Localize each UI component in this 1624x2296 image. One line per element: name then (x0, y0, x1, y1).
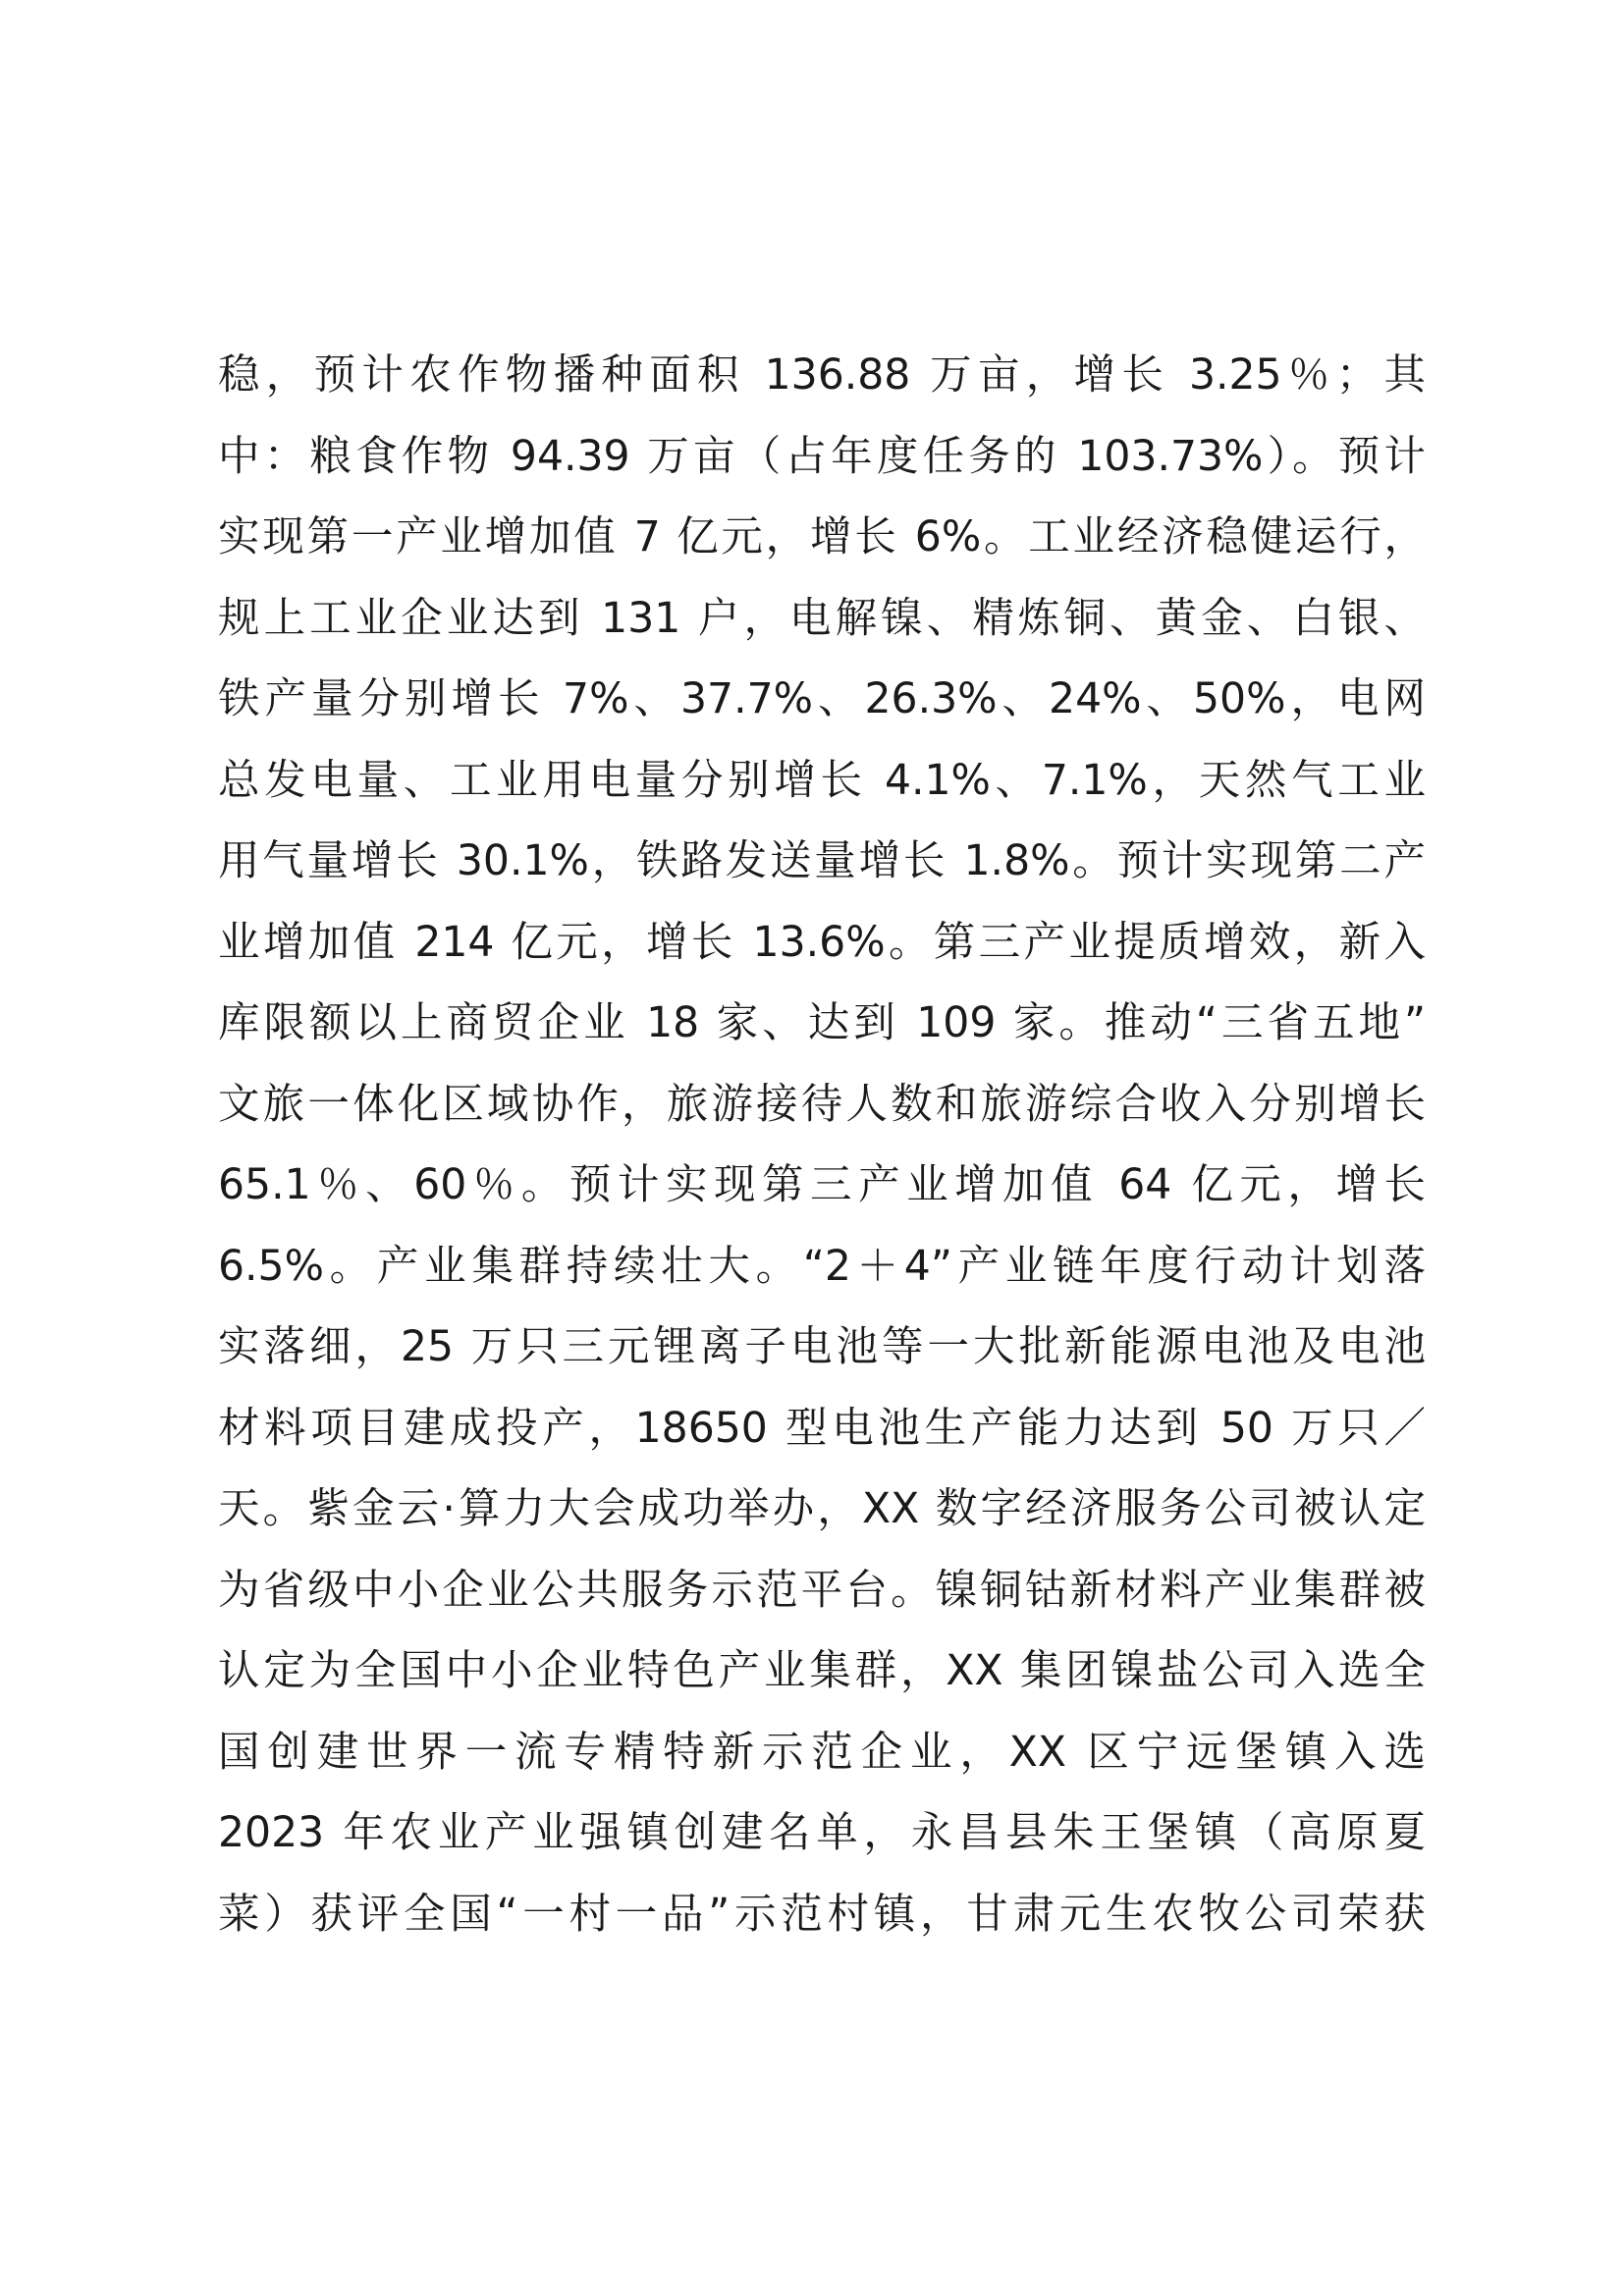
text-line: 天。紫金云·算力大会成功举办，XX 数字经济服务公司被认定 (218, 1485, 1426, 1533)
text-line: 中：粮食作物 94.39 万亩（占年度任务的 103.73%）。预计 (218, 432, 1426, 481)
text-line: 稳，预计农作物播种面积 136.88 万亩，增长 3.25％；其 (218, 351, 1426, 400)
text-line: 文旅一体化区域协作，旅游接待人数和旅游综合收入分别增长 (218, 1080, 1426, 1129)
text-line: 铁产量分别增长 7%、37.7%、26.3%、24%、50%，电网 (218, 675, 1426, 723)
text-line: 65.1％、60％。预计实现第三产业增加值 64 亿元，增长 (218, 1161, 1426, 1209)
text-line: 规上工业企业达到 131 户，电解镍、精炼铜、黄金、白银、 (218, 594, 1426, 643)
text-line: 总发电量、工业用电量分别增长 4.1%、7.1%，天然气工业 (218, 756, 1426, 805)
text-line: 6.5%。产业集群持续壮大。“2＋4”产业链年度行动计划落 (218, 1242, 1426, 1291)
text-line: 国创建世界一流专精特新示范企业，XX 区宁远堡镇入选 (218, 1728, 1426, 1777)
text-line: 库限额以上商贸企业 18 家、达到 109 家。推动“三省五地” (218, 999, 1426, 1047)
text-line: 实现第一产业增加值 7 亿元，增长 6%。工业经济稳健运行， (218, 513, 1426, 561)
text-line: 认定为全国中小企业特色产业集群，XX 集团镍盐公司入选全 (218, 1647, 1426, 1695)
text-line: 业增加值 214 亿元，增长 13.6%。第三产业提质增效，新入 (218, 918, 1426, 967)
text-line: 为省级中小企业公共服务示范平台。镍铜钴新材料产业集群被 (218, 1566, 1426, 1615)
text-line: 实落细，25 万只三元锂离子电池等一大批新能源电池及电池 (218, 1323, 1426, 1371)
text-line: 2023 年农业产业强镇创建名单，永昌县朱王堡镇（高原夏 (218, 1809, 1426, 1857)
text-line: 菜）获评全国“一村一品”示范村镇，甘肃元生农牧公司荣获 (218, 1890, 1426, 1939)
text-line: 用气量增长 30.1%，铁路发送量增长 1.8%。预计实现第二产 (218, 837, 1426, 885)
text-line: 材料项目建成投产，18650 型电池生产能力达到 50 万只／ (218, 1404, 1426, 1453)
body-paragraph (218, 336, 1426, 1955)
